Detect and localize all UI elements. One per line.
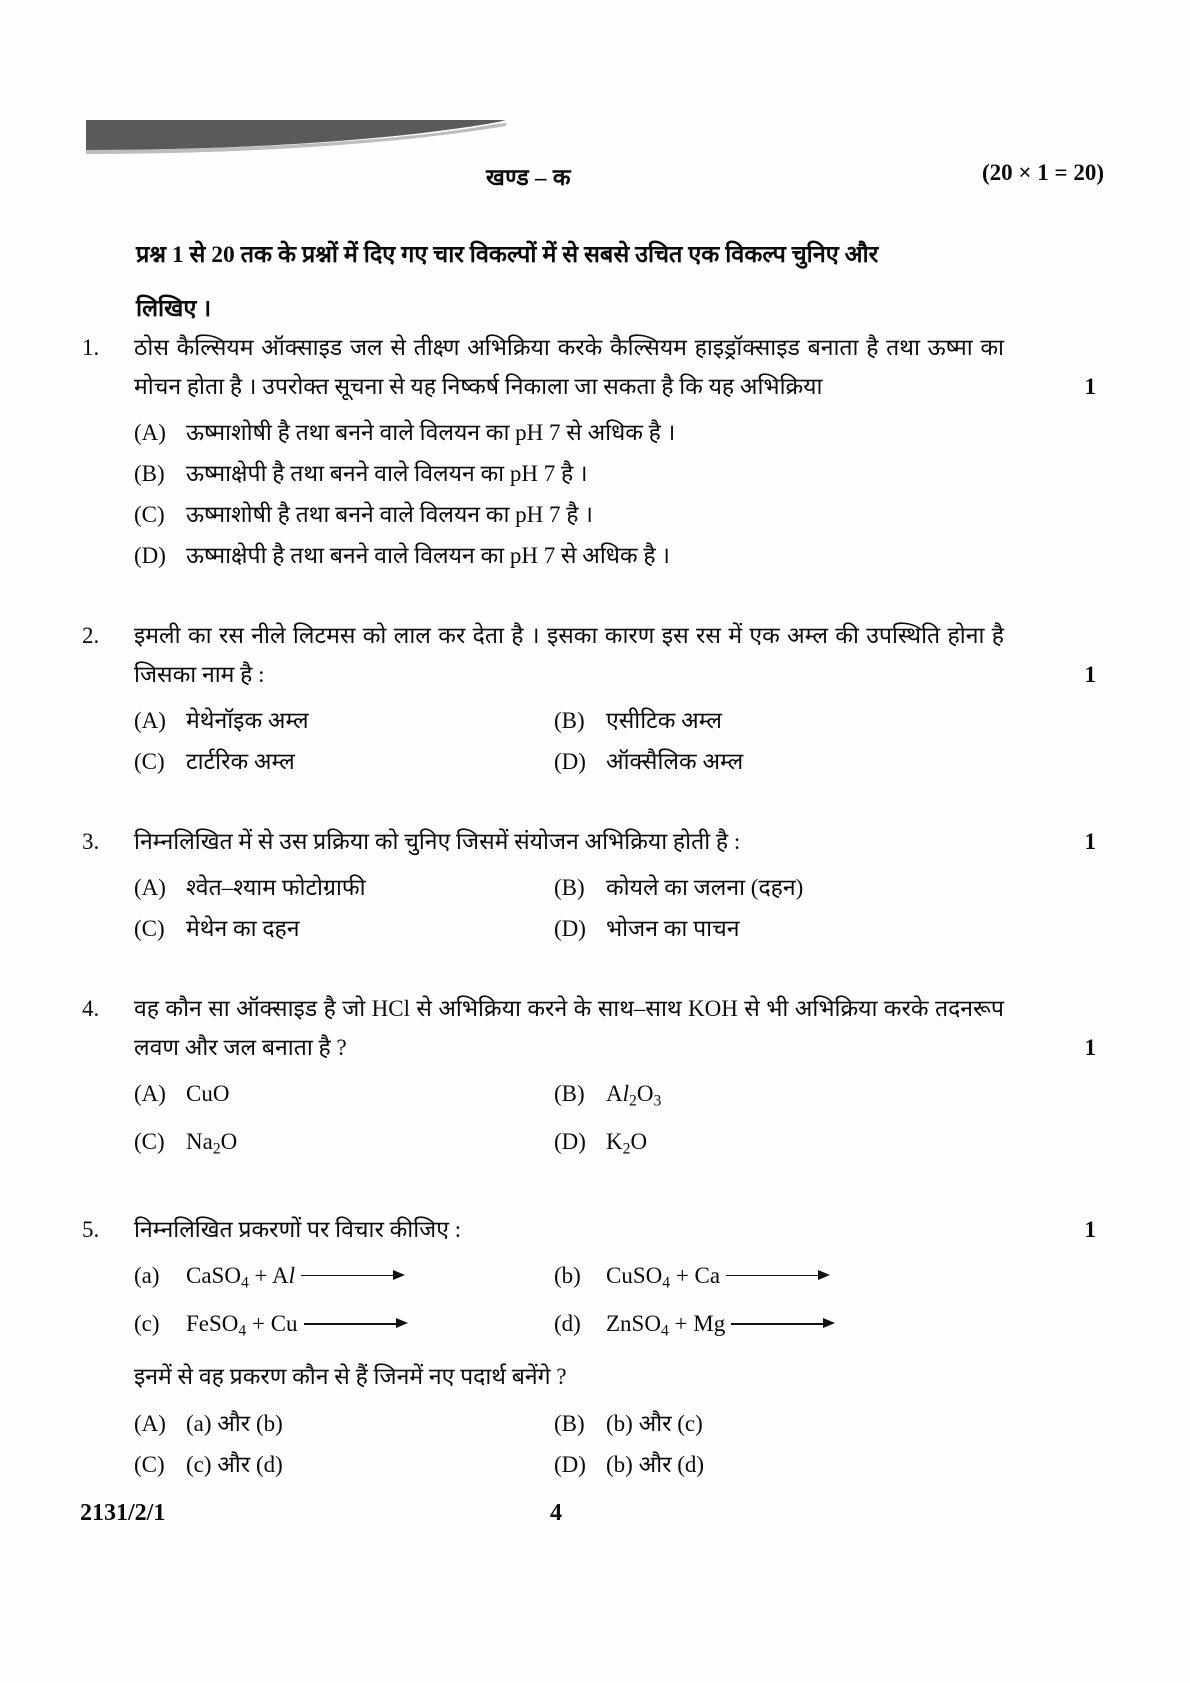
option-label: ऊष्माक्षेपी है तथा बनने वाले विलयन का pH 7 से अधिक है । [186,543,671,568]
instruction-line-1: प्रश्न 1 से 20 तक के प्रश्नों में दिए गए चार विकल्पों में से सबसे उचित एक विकल्प चुनिए और [136,242,879,268]
question-5-option-a[interactable] [134,1403,554,1444]
q4-text-part2: से अभिक्रिया करने के साथ–साथ [409,996,689,1021]
option-label: (a) और (b) [186,1410,283,1436]
option-label: मेथेन का दहन [186,916,300,941]
page-number: 4 [550,1500,562,1526]
question-4-options [134,1073,1104,1170]
option-label: भोजन का पाचन [606,916,740,941]
question-5 [80,1210,1104,1485]
question-2 [80,616,1104,782]
option-tag: (D) [554,916,586,941]
q4-formula-koh: KOH [688,996,738,1021]
question-2-mark: 1 [1084,662,1096,687]
reaction-d [554,1303,1104,1351]
question-2-number: 2. [82,623,100,648]
question-spacer [80,582,1104,616]
reaction-equation: CuSO$_4$ + Ca [606,1255,1104,1303]
question-3 [80,822,1104,949]
option-tag: (C) [134,749,165,774]
reaction-tag: (a) [134,1262,160,1288]
option-tag: (B) [554,708,585,733]
option-tag: (C) [134,1451,165,1477]
question-1-text: ठोस कैल्सियम ऑक्साइड जल से तीक्ष्ण अभिक्रिया करके कैल्सियम हाइड्रॉक्साइड बनाता है तथा ऊष्मा का मोचन होता है । उपरोक्त सूचना से यह निष्कर्ष निकाला जा सकता है कि यह अभिक्रिया [134,335,1004,399]
option-label: कोयले का जलना (दहन) [606,875,804,900]
instruction-text [136,228,1056,336]
q4-text-part1: वह कौन सा ऑक्साइड है जो [134,996,372,1021]
option-label: (b) और (d) [606,1451,705,1477]
question-4-option-c[interactable] [134,1121,554,1169]
question-3-option-d[interactable] [554,908,1104,949]
reaction-equation: ZnSO$_4$ + Mg [606,1303,1104,1351]
question-1 [80,328,1104,576]
reaction-arrow-icon [304,1317,408,1329]
option-label: टार्टरिक अम्ल [186,749,295,774]
reaction-equation: CaSO$_4$ + Al [186,1255,554,1303]
option-tag: (D) [554,1451,586,1477]
question-3-text: निम्नलिखित में से उस प्रक्रिया को चुनिए जिसमें संयोजन अभिक्रिया होती है : [134,829,741,854]
option-label: (c) और (d) [186,1451,283,1477]
option-label: ऑक्सैलिक अम्ल [606,749,744,774]
option-tag: (C) [134,502,165,527]
section-marks-total: (20 × 1 = 20) [981,160,1104,185]
option-tag: (A) [134,1081,166,1106]
question-1-option-b[interactable] [134,453,1104,494]
question-4-option-a[interactable] [134,1073,554,1121]
question-5-options [134,1403,1104,1485]
question-3-option-c[interactable] [134,908,554,949]
question-2-option-d[interactable] [554,741,1104,782]
reaction-arrow-icon [301,1269,405,1281]
question-4-option-b[interactable] [554,1073,1104,1121]
option-tag: (D) [134,543,166,568]
option-tag: (B) [554,875,585,900]
question-4-mark: 1 [1084,1035,1096,1060]
question-5-option-b[interactable] [554,1403,1104,1444]
q4-text-part3: से भी अभिक्रिया करके तदनरूप लवण और जल बनाता है ? [134,996,1004,1060]
question-2-text: इमली का रस नीले लिटमस को लाल कर देता है । इसका कारण इस रस में एक अम्ल की उपस्थिति होना है जिसका नाम है : [134,623,1004,687]
option-tag: (C) [134,1129,165,1155]
option-label: एसीटिक अम्ल [606,708,722,733]
question-5-substem: इनमें से वह प्रकरण कौन से हैं जिनमें नए पदार्थ बनेंगे ? [134,1363,567,1389]
option-tag: (B) [554,1410,585,1436]
question-spacer [80,1176,1104,1210]
reaction-b [554,1255,1104,1303]
option-tag: (C) [134,916,165,941]
question-1-option-d[interactable] [134,535,1104,576]
question-3-number: 3. [82,829,100,854]
option-tag: (B) [554,1081,585,1106]
page-footer [80,1500,1104,1540]
option-label: ऊष्माशोषी है तथा बनने वाले विलयन का pH 7 है । [186,502,593,527]
question-5-reactions [134,1255,1104,1352]
question-1-mark: 1 [1084,374,1096,399]
question-4-option-d[interactable] [554,1121,1104,1169]
instruction-line-2: लिखिए । [136,296,212,322]
option-label: श्वेत–श्याम फोटोग्राफी [186,875,366,900]
question-list [80,328,1104,1491]
option-label: ऊष्माशोषी है तथा बनने वाले विलयन का pH 7 से अधिक है । [186,420,676,445]
reaction-tag: (b) [554,1262,581,1288]
reaction-tag: (c) [134,1311,160,1337]
question-5-mark: 1 [1084,1216,1096,1242]
reaction-tag: (d) [554,1311,581,1337]
reaction-arrow-icon [726,1269,830,1281]
paper-code: 2131/2/1 [80,1500,166,1526]
question-2-options [134,700,1104,782]
question-3-option-b[interactable] [554,867,1104,908]
header-swoosh-decoration [86,120,506,164]
question-2-option-c[interactable] [134,741,554,782]
question-3-options [134,867,1104,949]
question-5-option-c[interactable] [134,1444,554,1485]
option-formula: $Al_2O_3$ [606,1081,662,1110]
question-1-option-a[interactable] [134,412,1104,453]
option-tag: (D) [554,749,586,774]
option-tag: (A) [134,875,166,900]
option-label: मेथेनॉइक अम्ल [186,708,309,733]
reaction-a [134,1255,554,1303]
option-label: (b) और (c) [606,1410,703,1436]
option-tag: (A) [134,1410,166,1436]
page-header [86,160,1104,194]
question-4-text [134,989,1004,1067]
question-1-option-c[interactable] [134,494,1104,535]
question-spacer [80,955,1104,989]
question-5-number: 5. [82,1216,100,1242]
option-formula: $K_2O$ [606,1129,648,1158]
question-3-option-a[interactable] [134,867,554,908]
question-1-options [134,412,1104,576]
question-4-number: 4. [82,996,100,1021]
reaction-equation: FeSO$_4$ + Cu [186,1303,554,1351]
option-tag: (D) [554,1129,586,1155]
option-tag: (B) [134,461,165,486]
section-heading: खण्ड – क [486,165,571,190]
question-2-option-b[interactable] [554,700,1104,741]
question-5-text: निम्नलिखित प्रकरणों पर विचार कीजिए : [134,1216,462,1242]
option-formula: CuO [186,1081,230,1106]
question-3-mark: 1 [1084,829,1096,854]
reaction-arrow-icon [731,1317,835,1329]
question-spacer [80,788,1104,822]
q4-formula-hcl: HCl [371,996,410,1021]
reaction-c [134,1303,554,1351]
question-5-option-d[interactable] [554,1444,1104,1485]
option-tag: (A) [134,420,166,445]
option-formula: $Na_2O$ [186,1129,238,1158]
question-4 [80,989,1104,1170]
question-2-option-a[interactable] [134,700,554,741]
question-1-number: 1. [82,335,100,360]
option-label: ऊष्माक्षेपी है तथा बनने वाले विलयन का pH 7 है । [186,461,588,486]
option-tag: (A) [134,708,166,733]
